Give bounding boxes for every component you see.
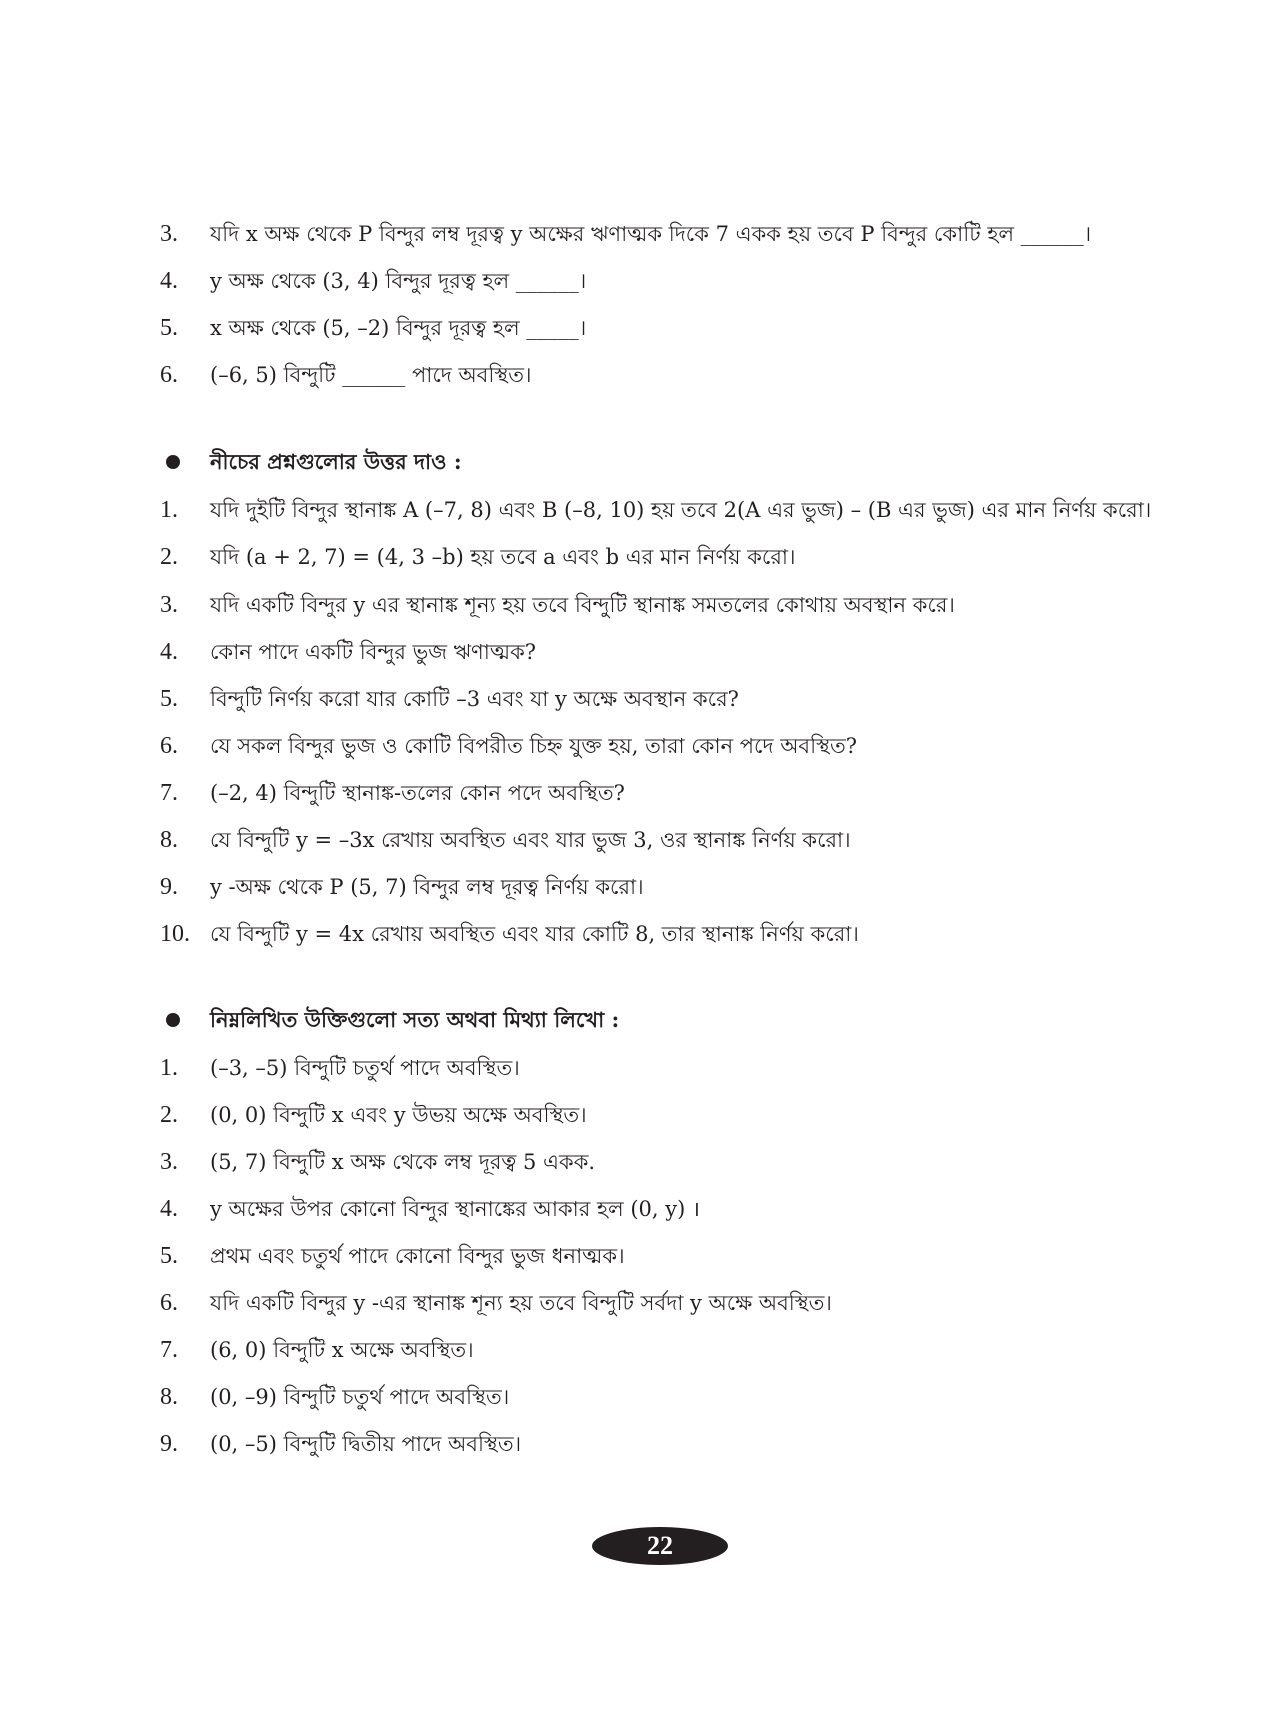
question-item (160, 869, 1160, 905)
question-item (160, 492, 1160, 528)
item-text: প্রথম এবং চতুর্থ পাদে কোনো বিন্দুর ভুজ ধনাত্মক। (210, 1244, 625, 1268)
item-text: যদি একটি বিন্দুর y -এর স্থানাঙ্ক শূন্য হয় তবে বিন্দুটি সর্বদা y অক্ষে অবস্থিত। (210, 1291, 832, 1315)
question-item (160, 587, 1160, 623)
item-text: (–3, –5) বিন্দুটি চতুর্থ পাদে অবস্থিত। (210, 1056, 520, 1080)
item-number: 9. (160, 874, 178, 900)
bullet-icon (166, 1013, 180, 1027)
item-text: y -অক্ষ থেকে P (5, 7) বিন্দুর লম্ব দূরত্ব নির্ণয় করো। (210, 875, 644, 899)
item-text: যদি x অক্ষ থেকে P বিন্দুর লম্ব দূরত্ব y অক্ষের ঋণাত্মক দিকে 7 একক হয় তবে P বিন্দুর কোটি হল ______। (210, 222, 1092, 246)
item-number: 6. (160, 1290, 178, 1316)
fill-blank-item (160, 310, 1160, 346)
item-number: 2. (160, 1102, 178, 1128)
item-text: কোন পাদে একটি বিন্দুর ভুজ ঋণাত্মক? (210, 640, 537, 664)
item-number: 4. (160, 639, 178, 665)
item-text: (0, –5) বিন্দুটি দ্বিতীয় পাদে অবস্থিত। (210, 1432, 522, 1456)
item-text: (6, 0) বিন্দুটি x অক্ষে অবস্থিত। (210, 1338, 474, 1362)
question-item (160, 681, 1160, 717)
item-number: 6. (160, 362, 178, 388)
fill-blank-item (160, 263, 1160, 299)
item-text: x অক্ষ থেকে (5, –2) বিন্দুর দূরত্ব হল _____। (210, 316, 587, 340)
item-number: 9. (160, 1431, 178, 1457)
item-number: 5. (160, 1243, 178, 1269)
item-text: যদি দুইটি বিন্দুর স্থানাঙ্ক A (–7, 8) এবং B (–8, 10) হয় তবে 2(A এর ভুজ) – (B এর ভুজ) এর মান নির্ণয় করো। (210, 498, 1152, 522)
item-number: 8. (160, 1384, 178, 1410)
item-number: 6. (160, 733, 178, 759)
item-text: (0, 0) বিন্দুটি x এবং y উভয় অক্ষে অবস্থিত। (210, 1103, 587, 1127)
item-text: (–2, 4) বিন্দুটি স্থানাঙ্ক-তলের কোন পদে অবস্থিত? (210, 781, 625, 805)
item-number: 7. (160, 780, 178, 806)
fill-blank-item (160, 216, 1160, 252)
item-text: যে বিন্দুটি y = –3x রেখায় অবস্থিত এবং যার ভুজ 3, ওর স্থানাঙ্ক নির্ণয় করো। (210, 828, 851, 852)
item-number: 4. (160, 268, 178, 294)
item-text: যদি (a + 2, 7) = (4, 3 –b) হয় তবে a এবং b এর মান নির্ণয় করো। (210, 545, 796, 569)
item-number: 3. (160, 221, 178, 247)
question-item (160, 916, 1160, 952)
item-number: 2. (160, 544, 178, 570)
item-number: 1. (160, 1055, 178, 1081)
bullet-icon (166, 455, 180, 469)
statement-item (160, 1191, 1160, 1227)
item-text: (5, 7) বিন্দুটি x অক্ষ থেকে লম্ব দূরত্ব 5 একক. (210, 1150, 596, 1174)
item-number: 10. (160, 921, 190, 947)
statement-item (160, 1144, 1160, 1180)
item-number: 3. (160, 1149, 178, 1175)
fill-blank-item (160, 357, 1160, 393)
question-item (160, 728, 1160, 764)
statement-item (160, 1332, 1160, 1368)
item-text: যদি একটি বিন্দুর y এর স্থানাঙ্ক শূন্য হয় তবে বিন্দুটি স্থানাঙ্ক সমতলের কোথায় অবস্থান করে। (210, 593, 955, 617)
question-item (160, 634, 1160, 670)
item-number: 3. (160, 592, 178, 618)
item-number: 5. (160, 686, 178, 712)
item-text: যে বিন্দুটি y = 4x রেখায় অবস্থিত এবং যার কোটি 8, তার স্থানাঙ্ক নির্ণয় করো। (210, 922, 859, 946)
item-text: y অক্ষ থেকে (3, 4) বিন্দুর দূরত্ব হল ______। (210, 269, 587, 293)
item-text: (0, –9) বিন্দুটি চতুর্থ পাদে অবস্থিত। (210, 1385, 510, 1409)
statement-item (160, 1238, 1160, 1274)
item-text: বিন্দুটি নির্ণয় করো যার কোটি –3 এবং যা y অক্ষে অবস্থান করে? (210, 687, 739, 711)
item-text: যে সকল বিন্দুর ভুজ ও কোটি বিপরীত চিহ্ন যুক্ত হয়, তারা কোন পদে অবস্থিত? (210, 734, 857, 758)
statement-item (160, 1285, 1160, 1321)
item-number: 8. (160, 827, 178, 853)
question-item (160, 822, 1160, 858)
item-text: y অক্ষের উপর কোনো বিন্দুর স্থানাঙ্কের আকার হল (0, y) । (210, 1197, 700, 1221)
statement-item (160, 1097, 1160, 1133)
question-item (160, 539, 1160, 575)
heading-text: নিম্নলিখিত উক্তিগুলো সত্য অথবা মিথ্যা লিখো : (210, 1007, 620, 1032)
statement-item (160, 1379, 1160, 1415)
item-text: (–6, 5) বিন্দুটি ______ পাদে অবস্থিত। (210, 363, 532, 387)
heading-text: নীচের প্রশ্নগুলোর উত্তর দাও : (210, 449, 462, 474)
page-number-badge: 22 (592, 1527, 728, 1565)
statement-item (160, 1426, 1160, 1462)
question-item (160, 775, 1160, 811)
item-number: 7. (160, 1337, 178, 1363)
item-number: 5. (160, 315, 178, 341)
item-number: 4. (160, 1196, 178, 1222)
item-number: 1. (160, 497, 178, 523)
statement-item (160, 1050, 1160, 1086)
